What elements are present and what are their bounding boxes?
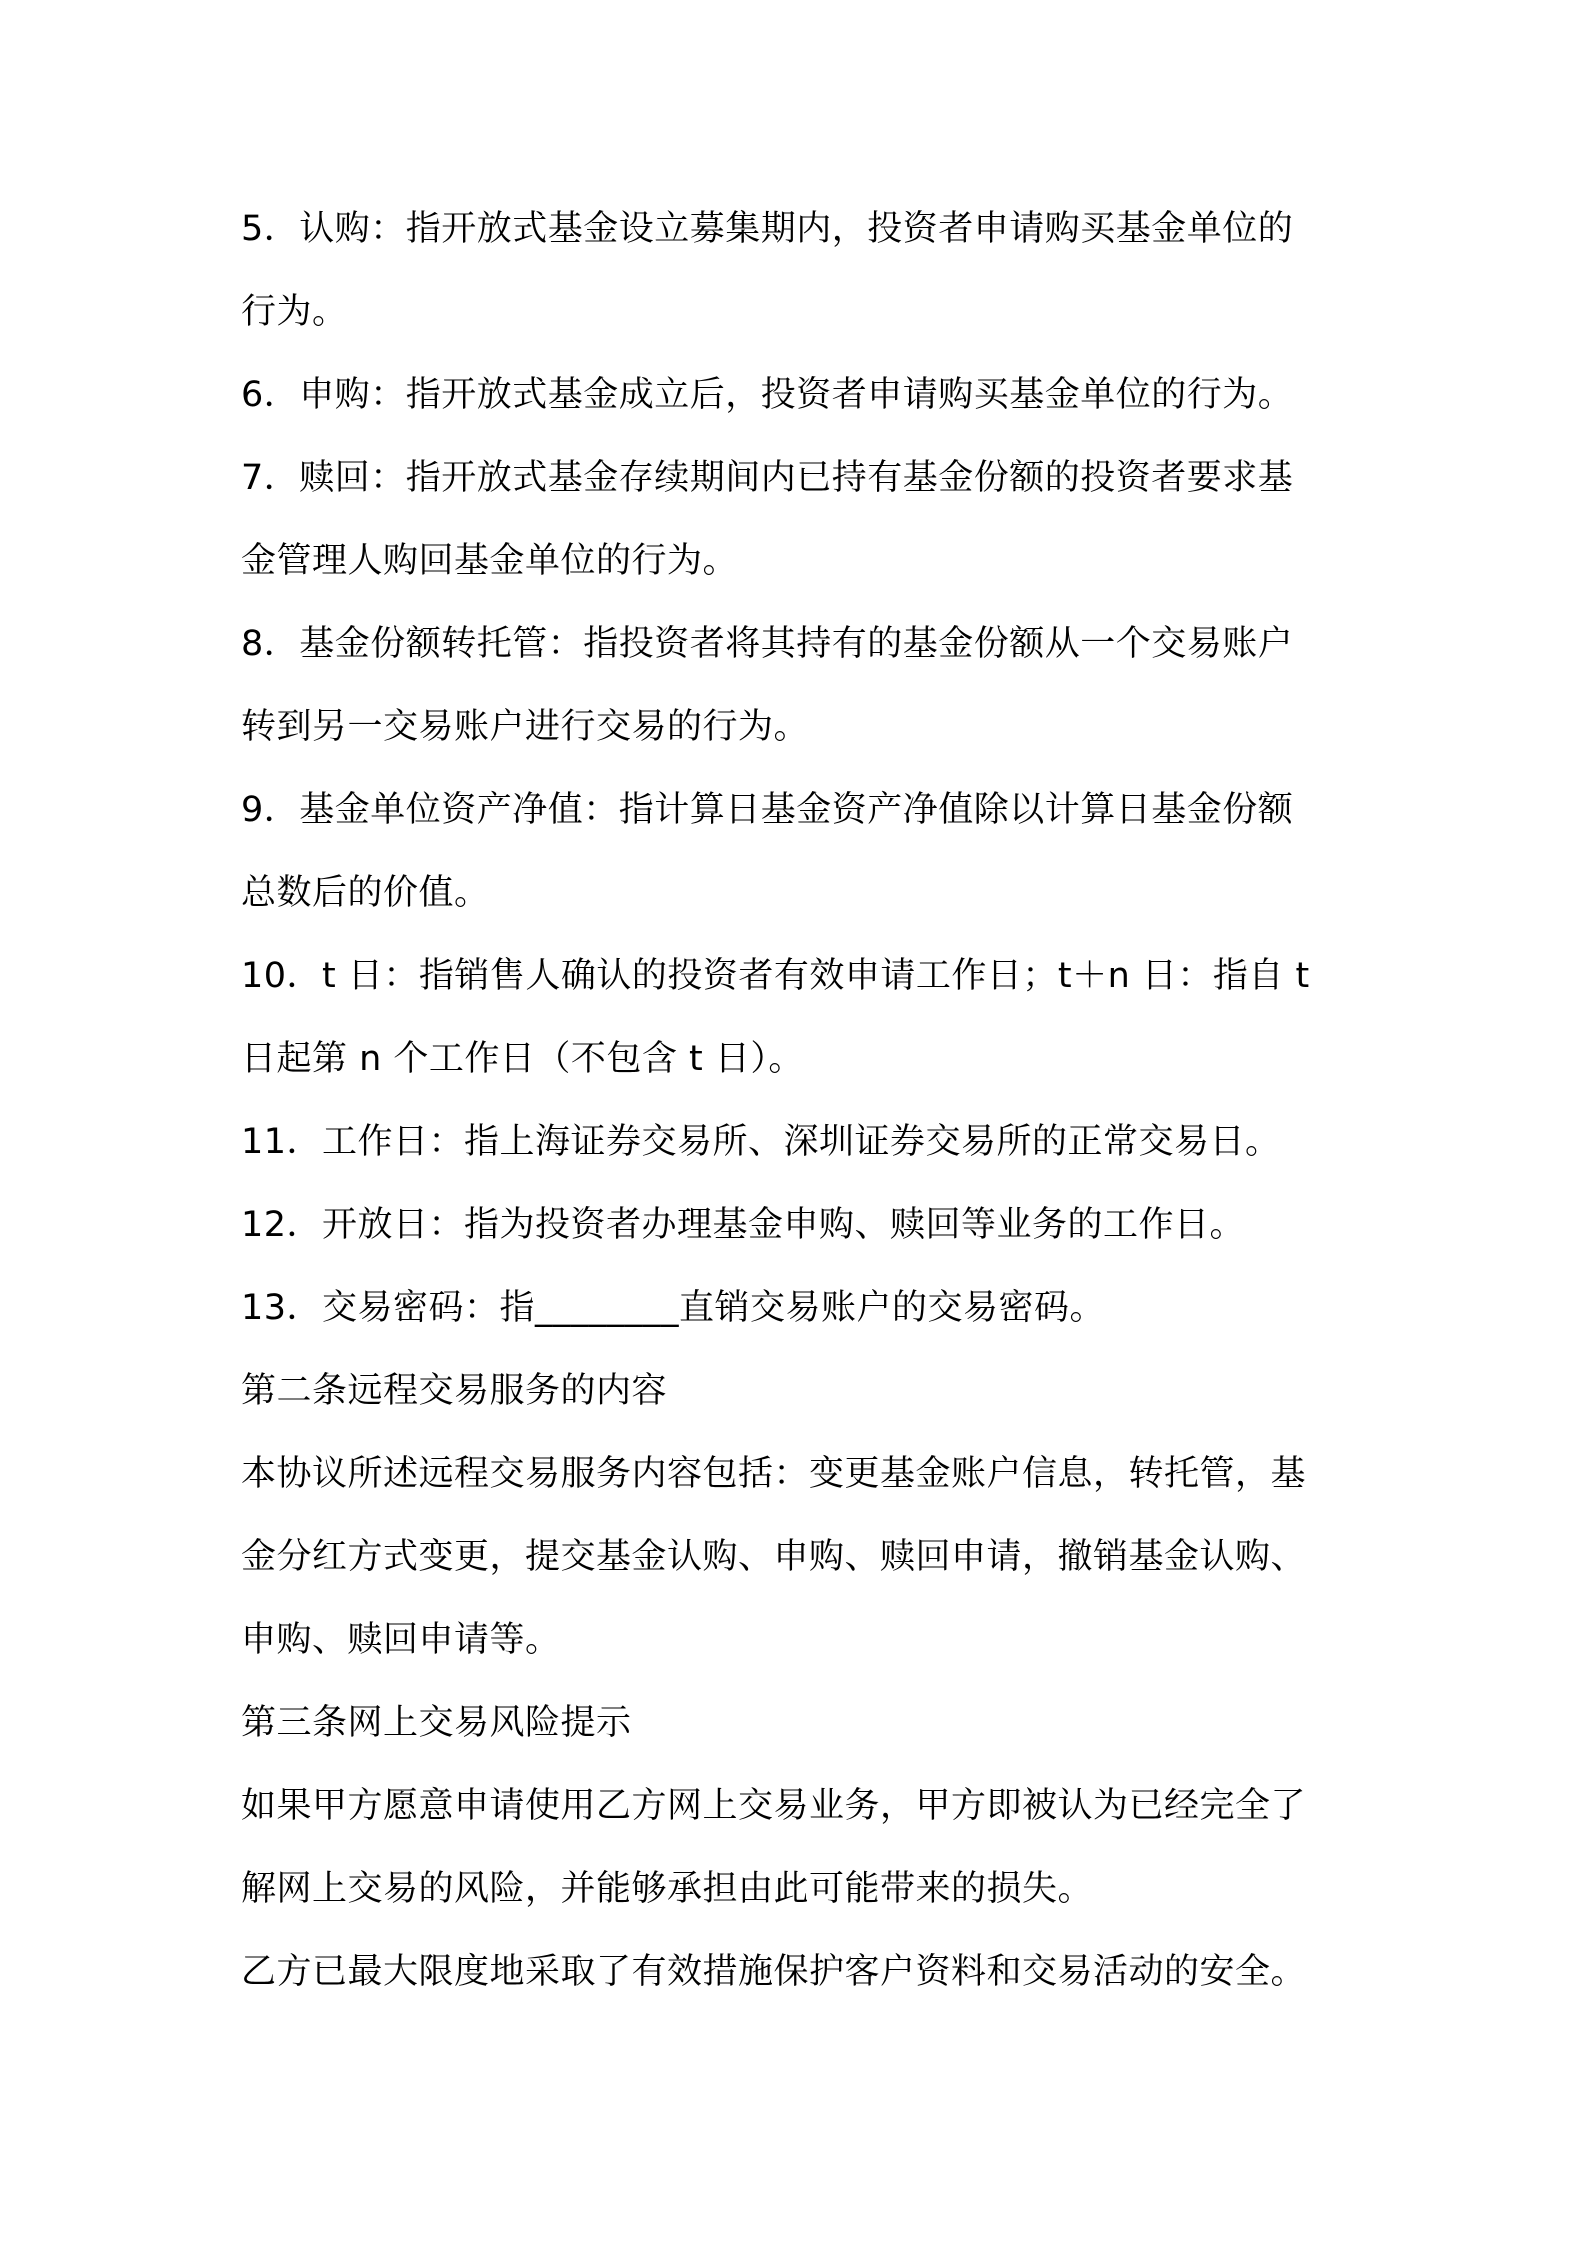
clause-5-line-1: 5．认购：指开放式基金设立募集期内，投资者申请购买基金单位的 bbox=[241, 209, 1294, 249]
clause-13-line-1: 13．交易密码：指________直销交易账户的交易密码。 bbox=[241, 1288, 1106, 1328]
clause-8-line-1: 8．基金份额转托管：指投资者将其持有的基金份额从一个交易账户 bbox=[241, 624, 1294, 664]
article-2-body-line-2: 金分红方式变更，提交基金认购、申购、赎回申请，撤销基金认购、 bbox=[241, 1537, 1307, 1577]
clause-9-line-1: 9．基金单位资产净值：指计算日基金资产净值除以计算日基金份额 bbox=[241, 790, 1294, 830]
clause-12-line-1: 12．开放日：指为投资者办理基金申购、赎回等业务的工作日。 bbox=[241, 1205, 1246, 1245]
clause-9-line-2: 总数后的价值。 bbox=[241, 873, 490, 913]
clause-7-line-1: 7．赎回：指开放式基金存续期间内已持有基金份额的投资者要求基 bbox=[241, 458, 1294, 498]
clause-10-line-2: 日起第 n 个工作日（不包含 t 日）。 bbox=[241, 1039, 804, 1079]
article-3-heading: 第三条网上交易风险提示 bbox=[241, 1703, 632, 1743]
article-3-body-line-1: 如果甲方愿意申请使用乙方网上交易业务，甲方即被认为已经完全了 bbox=[241, 1786, 1307, 1826]
clause-7-line-2: 金管理人购回基金单位的行为。 bbox=[241, 541, 739, 581]
clause-10-line-1: 10．t 日：指销售人确认的投资者有效申请工作日；t＋n 日：指自 t bbox=[241, 956, 1310, 996]
article-3-body-line-2: 解网上交易的风险，并能够承担由此可能带来的损失。 bbox=[241, 1869, 1094, 1909]
article-2-body-line-3: 申购、赎回申请等。 bbox=[241, 1620, 561, 1660]
clause-11-line-1: 11．工作日：指上海证券交易所、深圳证券交易所的正常交易日。 bbox=[241, 1122, 1281, 1162]
clause-8-line-2: 转到另一交易账户进行交易的行为。 bbox=[241, 707, 810, 747]
article-2-heading: 第二条远程交易服务的内容 bbox=[241, 1371, 668, 1411]
clause-5-line-2: 行为。 bbox=[241, 292, 348, 332]
article-3-body-line-3: 乙方已最大限度地采取了有效措施保护客户资料和交易活动的安全。 bbox=[241, 1952, 1307, 1992]
clause-6-line-1: 6．申购：指开放式基金成立后，投资者申请购买基金单位的行为。 bbox=[241, 375, 1294, 415]
article-2-body-line-1: 本协议所述远程交易服务内容包括：变更基金账户信息，转托管，基 bbox=[241, 1454, 1307, 1494]
